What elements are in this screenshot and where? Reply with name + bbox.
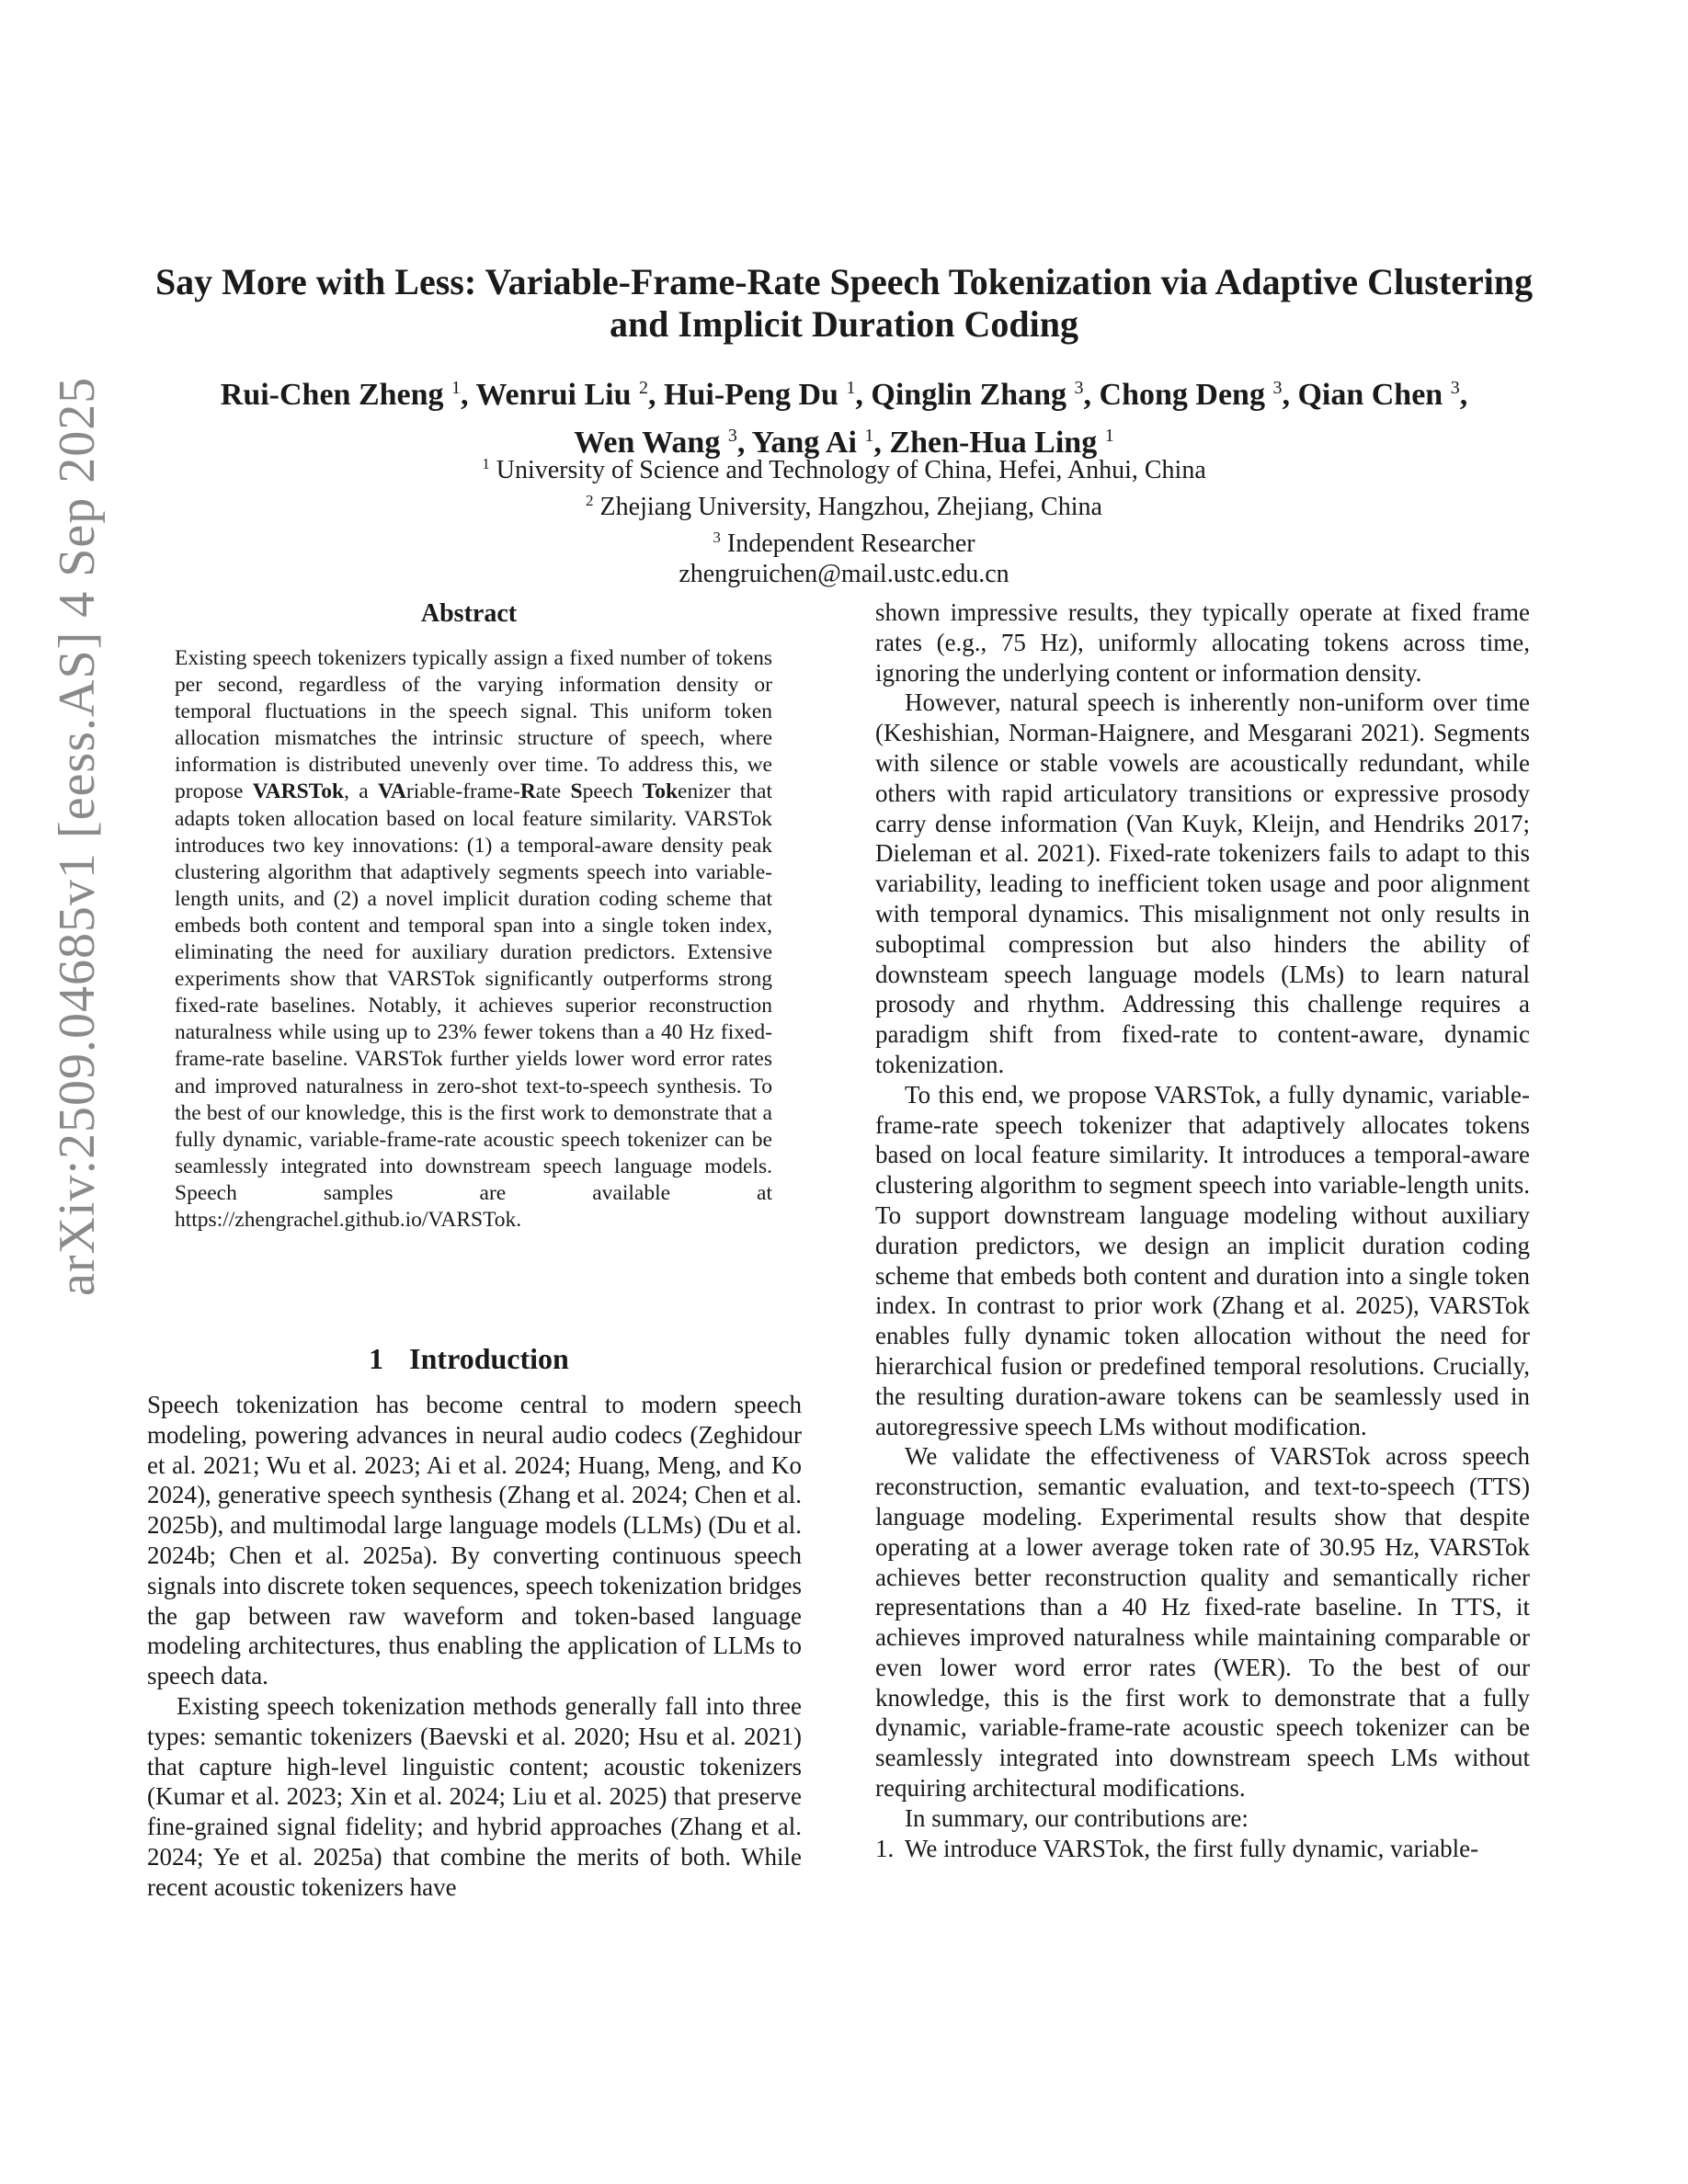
author: Qinglin Zhang xyxy=(871,378,1067,412)
abstract-body: Existing speech tokenizers typically assign a fixed number of tokens per second, regardless of the varying information density or temporal fluctuations in the speech signal. This uniform token allocation mismatches the intrinsic structure of speech, where information is distributed unevenly over time. To address this, we propose VARSTok, a VAriable-frame-Rate Speech Tokenizer that adapts token allocation based on local feature similarity. VARSTok introduces two key innovations: (1) a temporal-aware density peak clustering algorithm that adaptively segments speech into variable-length units, and (2) a novel implicit duration coding scheme that embeds both content and temporal span into a single token index, eliminating the need for auxiliary duration predictors. Extensive experiments show that VARSTok significantly outperforms strong fixed-rate baselines. Notably, it achieves superior reconstruction naturalness while using up to 23% fewer tokens than a 40 Hz fixed-frame-rate baseline. VARSTok further yields lower word error rates and improved naturalness in zero-shot text-to-speech synthesis. To the best of our knowledge, this is the first work to demonstrate that a fully dynamic, variable-frame-rate acoustic speech tokenizer can be seamlessly integrated into downstream speech language models. Speech samples are available at https://zhengrachel.github.io/VARSTok. xyxy=(175,646,772,1232)
author-list: Rui-Chen Zheng $^1$, Wenrui Liu $^2$, Hui-Peng Du $^1$, Qinglin Zhang $^3$, Chong Deng $^3$, Qian Chen $^3$, Wen Wang $^3$, Yang Ai $^1$, Zhen-Hua Ling $^1$ xyxy=(220,378,1468,460)
paper-title: Say More with Less: Variable-Frame-Rate Speech Tokenization via Adaptive Clustering and Implicit Duration Coding xyxy=(154,261,1534,345)
author: Hui-Peng Du xyxy=(664,378,838,412)
author: Qian Chen xyxy=(1297,378,1443,412)
author: Wen Wang xyxy=(574,426,721,460)
paragraph: shown impressive results, they typically operate at fixed frame rates (e.g., 75 Hz), uniformly allocating tokens across time, ignoring the underlying content or information density. xyxy=(875,598,1530,687)
paragraph: To this end, we propose VARSTok, a fully dynamic, variable-frame-rate speech tokenizer that adaptively allocates tokens based on local feature similarity. It introduces a temporal-aware clustering algorithm to segment speech into variable-length units. To support downstream language modeling without auxiliary duration predictors, we design an implicit duration coding scheme that embeds both content and duration into a single token index. In contrast to prior work (Zhang et al. 2025), VARSTok enables fully dynamic token allocation without the need for hierarchical fusion or predefined temporal resolutions. Crucially, the resulting duration-aware tokens can be seamlessly used in autoregressive speech LMs without modification. xyxy=(875,1080,1530,1440)
right-column xyxy=(875,597,1530,1863)
affiliation: $^1$ University of Science and Technology of China, Hefei, Anhui, China xyxy=(482,455,1206,484)
paragraph: However, natural speech is inherently non-uniform over time (Keshishian, Norman-Haignere, and Mesgarani 2021). Segments with silence or stable vowels are acoustically redundant, while others with rapid articulatory transitions or expressive prosody carry dense information (Van Kuyk, Kleijn, and Hendriks 2017; Dieleman et al. 2021). Fixed-rate tokenizers fails to adapt to this variability, leading to inefficient token usage and poor alignment with temporal dynamics. This misalignment not only results in suboptimal compression but also hinders the ability of downsteam speech language models (LMs) to learn natural prosody and rhythm. Addressing this challenge requires a paradigm shift from fixed-rate to content-aware, dynamic tokenization. xyxy=(875,688,1530,1078)
paragraph: Speech tokenization has become central to modern speech modeling, powering advances in neural audio codecs (Zeghidour et al. 2021; Wu et al. 2023; Ai et al. 2024; Huang, Meng, and Ko 2024), generative speech synthesis (Zhang et al. 2024; Chen et al. 2025b), and multimodal large language models (LLMs) (Du et al. 2024b; Chen et al. 2025a). By converting continuous speech signals into discrete token sequences, speech tokenization bridges the gap between raw waveform and token-based language modeling architectures, thus enabling the application of LLMs to speech data. xyxy=(147,1391,802,1690)
author: Yang Ai xyxy=(751,426,857,460)
contact-email[interactable]: zhengruichen@mail.ustc.edu.cn xyxy=(679,560,1009,588)
affiliations xyxy=(147,449,1541,589)
abstract-heading: Abstract xyxy=(420,599,518,628)
method-name: VARSTok xyxy=(252,779,345,804)
author: Wenrui Liu xyxy=(475,378,632,412)
affiliation: $^3$ Independent Researcher xyxy=(713,529,975,558)
list-item: 1. We introduce VARSTok, the first fully dynamic, variable- xyxy=(875,1834,1479,1862)
paragraph: We validate the effectiveness of VARSTok across speech reconstruction, semantic evaluation, and text-to-speech (TTS) language modeling. Experimental results show that despite operating at a lower average token rate of 30.95 Hz, VARSTok achieves better reconstruction quality and semantically richer representations than a 40 Hz fixed-rate baseline. In TTS, it achieves improved naturalness while maintaining comparable or even lower word error rates (WER). To the best of our knowledge, this is the first work to demonstrate that a fully dynamic, variable-frame-rate acoustic speech tokenizer can be seamlessly integrated into downstream speech LMs without requiring architectural modifications. xyxy=(875,1442,1530,1803)
paragraph: Existing speech tokenization methods generally fall into three types: semantic tokenizers (Baevski et al. 2020; Hsu et al. 2021) that capture high-level linguistic content; acoustic tokenizers (Kumar et al. 2023; Xin et al. 2024; Liu et al. 2025) that preserve fine-grained signal fidelity; and hybrid approaches (Zhang et al. 2024; Ye et al. 2025a) that combine the merits of both. While recent acoustic tokenizers have xyxy=(147,1691,802,1901)
author: Rui-Chen Zheng xyxy=(220,378,444,412)
author: Zhen-Hua Ling xyxy=(889,426,1098,460)
affiliation: $^2$ Zhejiang University, Hangzhou, Zhejiang, China xyxy=(586,492,1102,521)
paragraph: In summary, our contributions are: xyxy=(905,1803,1249,1832)
author: Chong Deng xyxy=(1099,378,1265,412)
arxiv-identifier: arXiv:2509.04685v1 [eess.AS] 4 Sep 2025 xyxy=(49,376,106,1296)
section-heading-introduction: 1 Introduction xyxy=(369,1342,569,1375)
left-column xyxy=(147,1390,802,1903)
